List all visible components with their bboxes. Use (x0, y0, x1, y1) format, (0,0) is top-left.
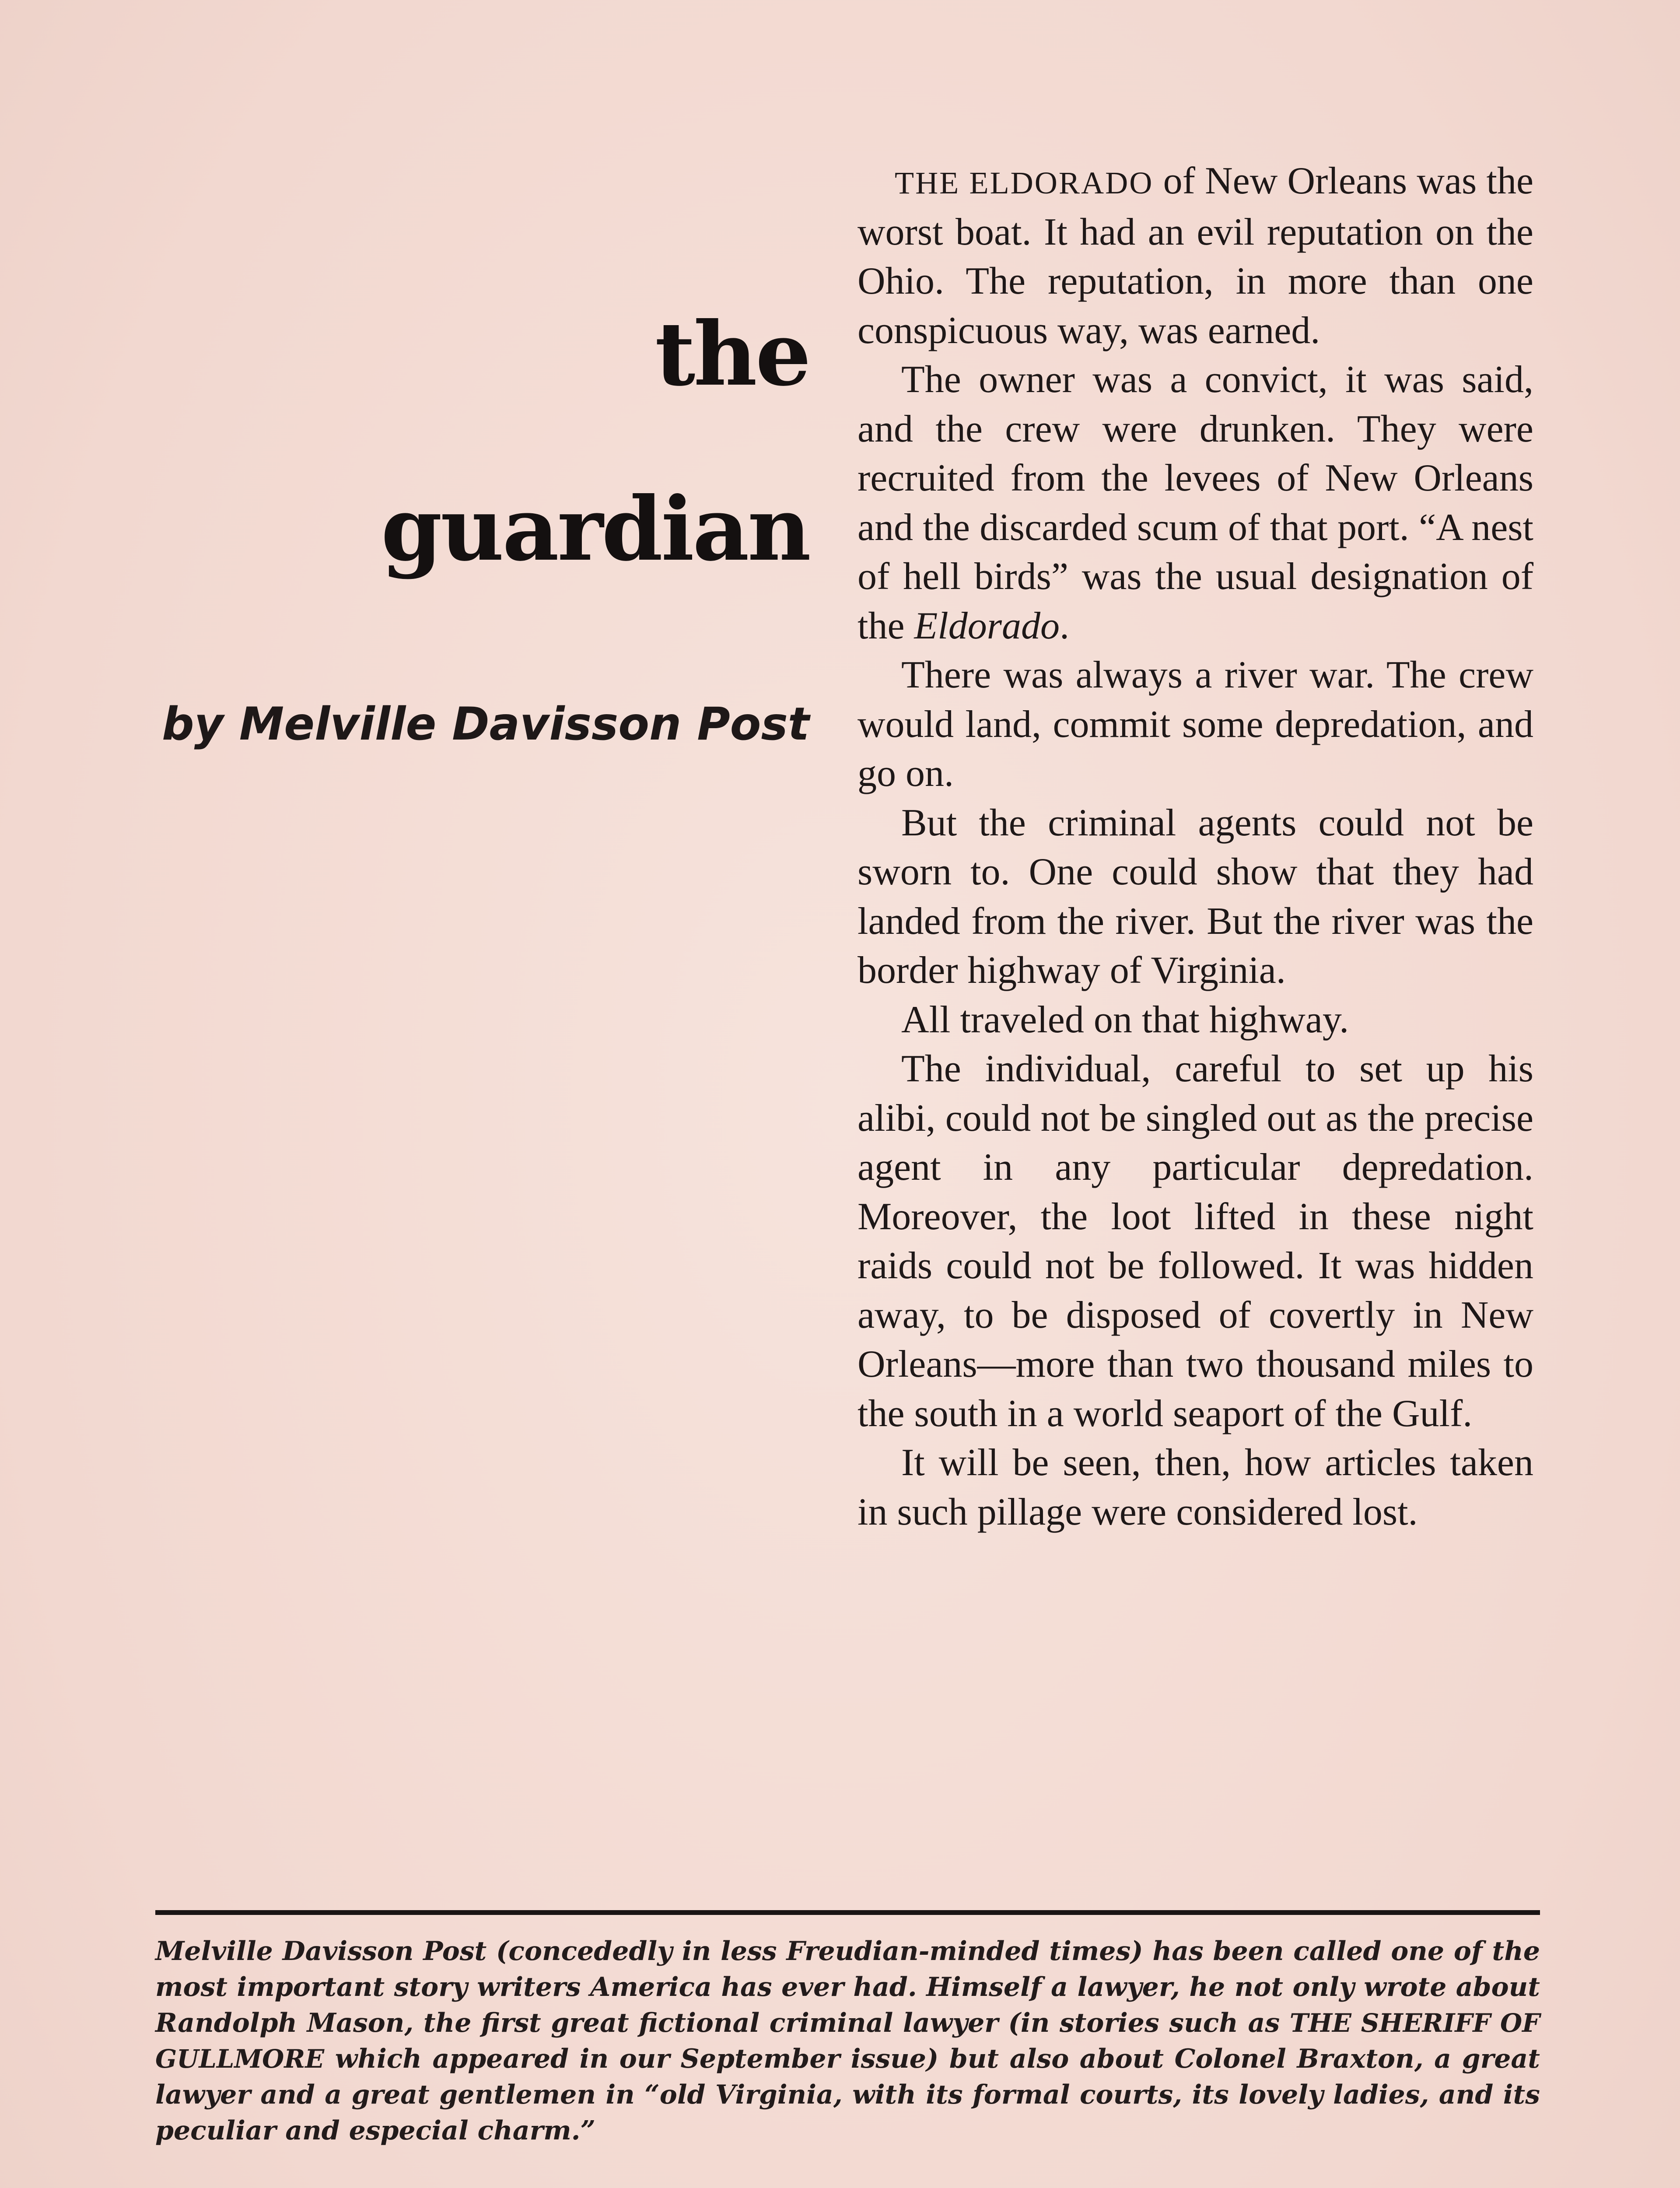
divider-rule (155, 1910, 1540, 1915)
author-note-text-end: which appeared in our September issue) but also about Colonel Braxton, a great lawyer and a great gentlemen in “old Virginia, with its formal courts, its lovely ladies, and its peculiar and especial charm.” (155, 2044, 1540, 2146)
opening-text: of New Orleans was the worst boat. It had an evil reputation on the Ohio. The reputation, in more than one conspicuous way, was earned. (858, 160, 1534, 352)
byline: by Melville Davisson Post (162, 698, 809, 750)
author-note-text: Melville Davisson Post (concededly in less Freudian-minded times) has been called one of the most important story writers America has ever had. Himself a lawyer, he not only wrote about Randolph Mason, the first great fictional criminal lawyer (in stories such as (155, 1936, 1540, 2038)
story-title-reference: THE SHERIFF OF GULLMORE (155, 2008, 1540, 2074)
story-text (858, 157, 1533, 1537)
story-paragraph: But the criminal agents could not be sworn to. One could show that they had landed from the river. But the river was the border highway of Virginia. (858, 801, 1533, 992)
boat-name: Eldorado (914, 604, 1060, 647)
story-title-line-1: the (654, 303, 809, 406)
story-paragraph: It will be seen, then, how articles taken in such pillage were considered lost. (858, 1441, 1533, 1533)
story-title-line-2: guardian (381, 478, 809, 581)
story-paragraph: The individual, careful to set up his alibi, could not be singled out as the precise agent in any particular depredation. Moreover, the loot lifted in these night raids could not be followed. It was hidden away, to be disposed of covertly in New Orleans—more than two thousand miles to the south in a world seaport of the Gulf. (858, 1048, 1533, 1435)
paragraph-text: The owner was a convict, it was said, and the crew were drunken. They were recruited from the levees of New Orleans and the discarded scum of that port. “A nest of hell birds” was the usual designation of the (858, 358, 1533, 647)
paragraph-end: . (1059, 604, 1069, 647)
story-paragraph: There was always a river war. The crew would land, commit some depredation, and go on. (858, 654, 1533, 795)
story-paragraph: All traveled on that highway. (901, 998, 1349, 1041)
author-note (155, 1933, 1540, 2149)
story-paragraph (858, 157, 1533, 355)
opening-small-caps: THE ELDORADO (895, 165, 1154, 200)
story-paragraph (858, 355, 1533, 651)
